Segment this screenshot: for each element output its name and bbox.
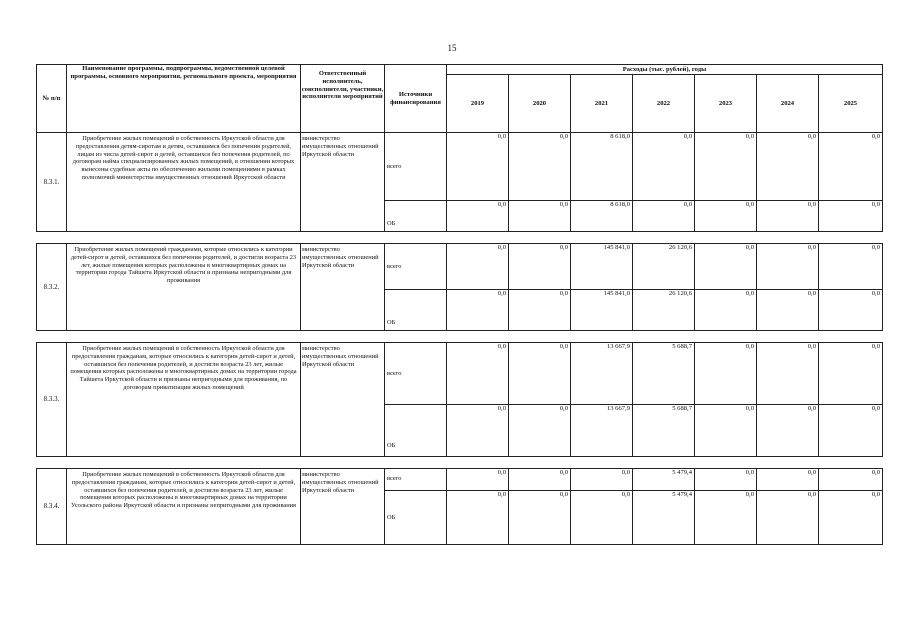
value-cell: 5 688,7 (633, 405, 695, 457)
value-cell: 0,0 (447, 469, 509, 491)
row-name: Приобретение жилых помещений в собственность Иркутской области для предоставления гражданам, которые относились к категории детей-сирот и детей, оставшихся без попечения родителей, и достигли возраста 23 лет, жилые помещения которых расположены в многоквартирных домах на территории Усольского района Иркутской области и признаны непригодными для проживания (67, 469, 301, 545)
value-cell: 0,0 (695, 405, 757, 457)
value-cell: 0,0 (819, 133, 883, 201)
source-total-label: всего (385, 244, 447, 290)
header-year: 2021 (571, 75, 633, 133)
value-cell: 5 688,7 (633, 343, 695, 405)
value-cell: 0,0 (695, 469, 757, 491)
row-executor: министерство имущественных отношений Иркутской области (301, 469, 385, 545)
value-cell: 13 667,9 (571, 343, 633, 405)
value-cell: 0,0 (757, 469, 819, 491)
row-index: 8.3.1. (37, 133, 67, 232)
value-cell: 0,0 (509, 491, 571, 545)
value-cell: 0,0 (695, 343, 757, 405)
value-cell: 0,0 (819, 491, 883, 545)
value-cell: 0,0 (695, 244, 757, 290)
source-total-label: всего (385, 343, 447, 405)
value-cell: 0,0 (695, 133, 757, 201)
table-row (37, 343, 883, 405)
value-cell: 0,0 (571, 469, 633, 491)
value-cell: 0,0 (447, 244, 509, 290)
row-name: Приобретение жилых помещений в собственность Иркутской области для предоставления гражданам, которые относились к категории детей-сирот и детей, оставшихся без попечения родителей, и достигли возраста 23 лет, жилые помещения которых расположены в многоквартирных домах на территории города Тайшета Иркутской области и признаны непригодными для проживания, по договорам приватизации жилых помещений (67, 343, 301, 457)
header-expenses: Расходы (тыс. рублей), годы (447, 65, 883, 75)
value-cell: 0,0 (695, 201, 757, 232)
row-executor: министерство имущественных отношений Иркутской области (301, 244, 385, 331)
value-cell: 8 618,0 (571, 201, 633, 232)
value-cell: 0,0 (447, 343, 509, 405)
value-cell: 0,0 (447, 133, 509, 201)
value-cell: 0,0 (757, 244, 819, 290)
value-cell: 0,0 (695, 290, 757, 331)
source-ob-label: ОБ (385, 405, 447, 457)
row-executor: министерство имущественных отношений Иркутской области (301, 133, 385, 232)
value-cell: 145 841,0 (571, 244, 633, 290)
value-cell: 0,0 (509, 469, 571, 491)
value-cell: 13 667,9 (571, 405, 633, 457)
value-cell: 0,0 (819, 405, 883, 457)
header-year: 2019 (447, 75, 509, 133)
source-total-label: всего (385, 469, 447, 491)
row-gap (37, 457, 883, 469)
value-cell: 0,0 (447, 491, 509, 545)
value-cell: 0,0 (633, 133, 695, 201)
header-executor: Ответственный исполнитель, соисполнители, участники, исполнители мероприятий (301, 65, 385, 133)
row-gap (37, 331, 883, 343)
value-cell: 0,0 (447, 290, 509, 331)
value-cell: 0,0 (757, 491, 819, 545)
value-cell: 0,0 (447, 201, 509, 232)
row-name: Приобретение жилых помещений в собственность Иркутской области для предоставления детям-сиротам и детям, оставшимся без попечения родителей, лицам из числа детей-сирот и детей, оставшихся без попечения родителей, по договорам найма специализированных жилых помещений, в отношении которых вынесены судебные акты по обеспечению жилыми помещениями в рамках полномочий министерства имущественных отношений Иркутской области (67, 133, 301, 232)
table-row (37, 244, 883, 290)
table-row (37, 469, 883, 491)
header-name: Наименование программы, подпрограммы, ведомственной целевой программы, основного мероприятия, регионального проекта, мероприятия (67, 65, 301, 133)
table-row (37, 133, 883, 201)
header-index: № п/п (37, 65, 67, 133)
row-index: 8.3.4. (37, 469, 67, 545)
source-total-label: всего (385, 133, 447, 201)
value-cell: 0,0 (757, 405, 819, 457)
value-cell: 0,0 (509, 343, 571, 405)
header-year: 2023 (695, 75, 757, 133)
value-cell: 145 841,0 (571, 290, 633, 331)
value-cell: 0,0 (819, 201, 883, 232)
value-cell: 0,0 (509, 133, 571, 201)
value-cell: 5 479,4 (633, 469, 695, 491)
header-year: 2025 (819, 75, 883, 133)
value-cell: 0,0 (819, 469, 883, 491)
value-cell: 0,0 (509, 244, 571, 290)
row-index: 8.3.2. (37, 244, 67, 331)
value-cell: 0,0 (509, 201, 571, 232)
value-cell: 0,0 (757, 290, 819, 331)
value-cell: 0,0 (571, 491, 633, 545)
value-cell: 0,0 (695, 491, 757, 545)
value-cell: 8 618,0 (571, 133, 633, 201)
value-cell: 26 120,6 (633, 290, 695, 331)
header-year: 2024 (757, 75, 819, 133)
value-cell: 5 479,4 (633, 491, 695, 545)
value-cell: 0,0 (633, 201, 695, 232)
value-cell: 0,0 (819, 290, 883, 331)
row-index: 8.3.3. (37, 343, 67, 457)
value-cell: 0,0 (819, 244, 883, 290)
value-cell: 0,0 (447, 405, 509, 457)
row-gap (37, 232, 883, 244)
value-cell: 0,0 (757, 133, 819, 201)
header-year: 2022 (633, 75, 695, 133)
header-source: Источники финансирования (385, 65, 447, 133)
value-cell: 0,0 (819, 343, 883, 405)
value-cell: 0,0 (509, 405, 571, 457)
source-ob-label: ОБ (385, 201, 447, 232)
source-ob-label: ОБ (385, 491, 447, 545)
source-ob-label: ОБ (385, 290, 447, 331)
header-year: 2020 (509, 75, 571, 133)
value-cell: 0,0 (509, 290, 571, 331)
value-cell: 0,0 (757, 201, 819, 232)
budget-table (36, 64, 883, 545)
row-name: Приобретение жилых помещений гражданами, которые относились к категории детей-сирот и детей, оставшихся без попечения родителей, и достигли возраста 23 лет, жилые помещения которых расположены в многоквартирных домах на территории города Тайшета Иркутской области и признаны непригодными для проживания (67, 244, 301, 331)
value-cell: 0,0 (757, 343, 819, 405)
value-cell: 26 120,6 (633, 244, 695, 290)
row-executor: министерство имущественных отношений Иркутской области (301, 343, 385, 457)
page-number: 15 (447, 43, 457, 53)
